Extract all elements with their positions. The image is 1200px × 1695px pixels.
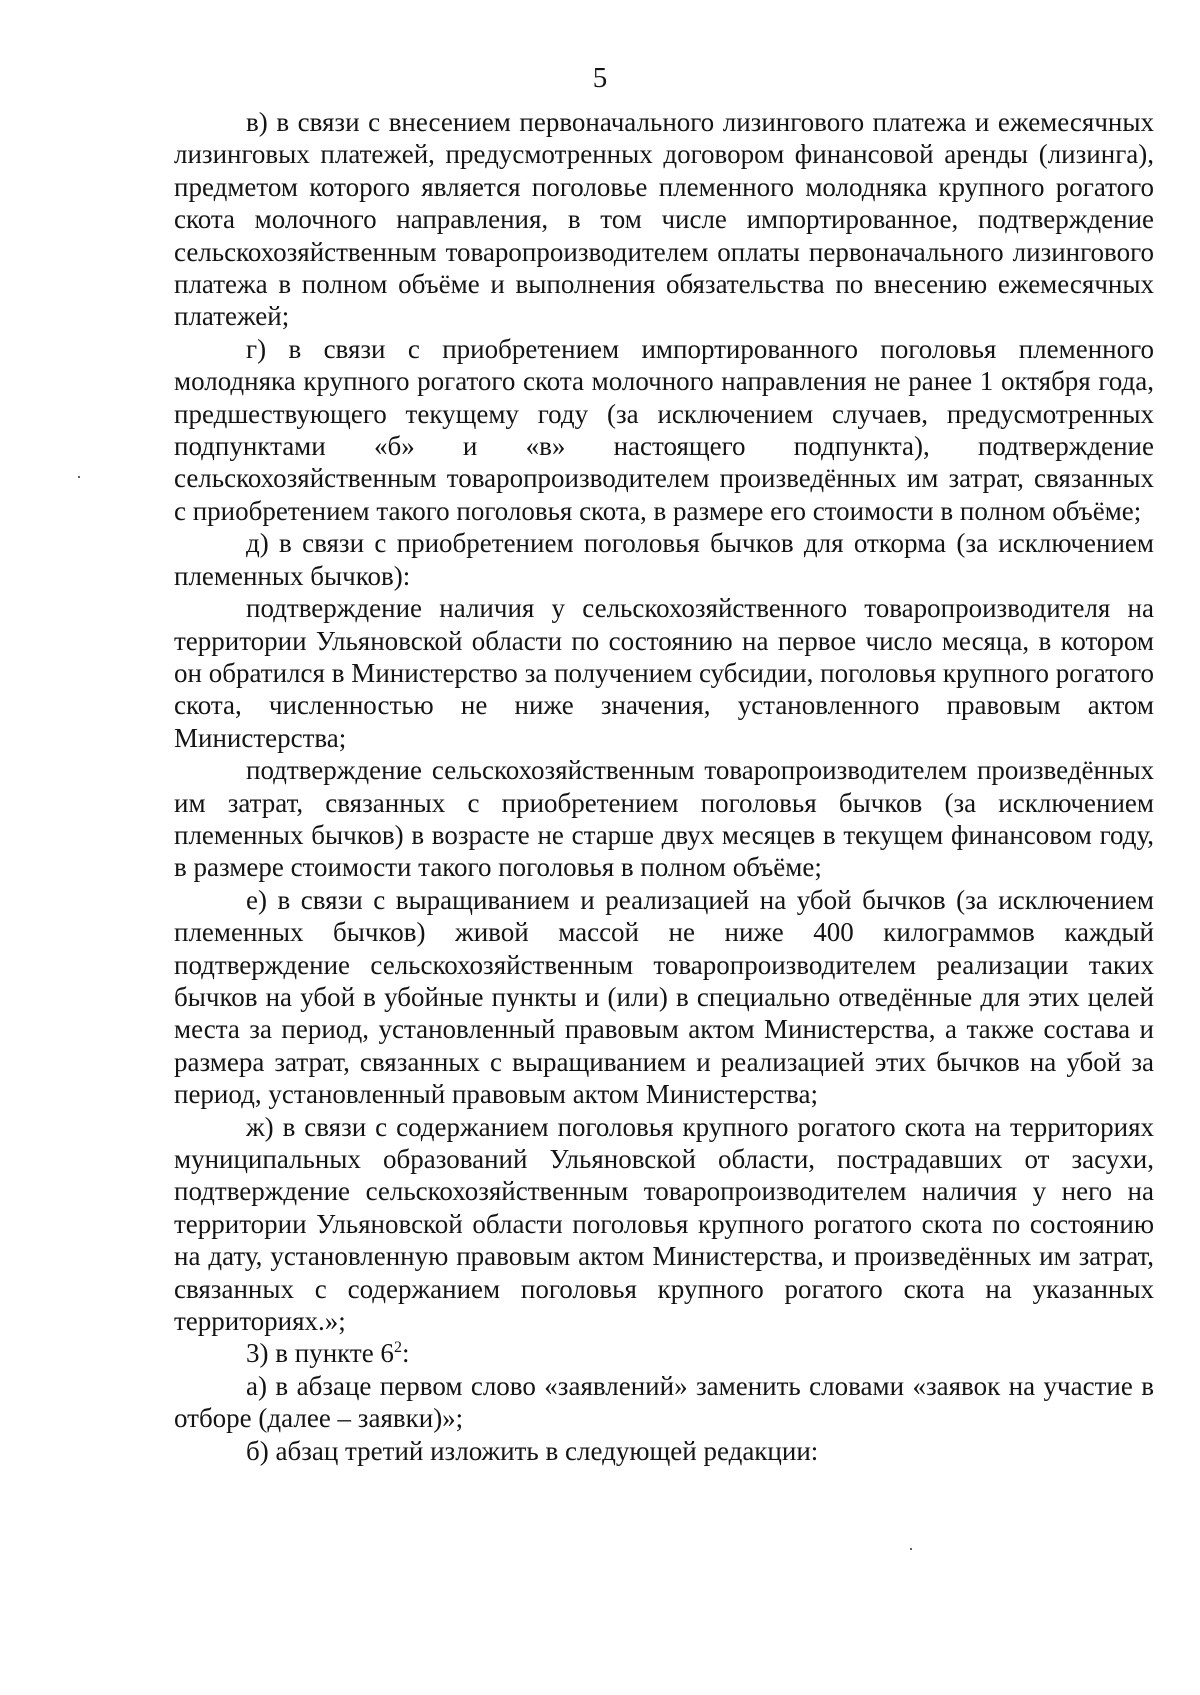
item-3-superscript: 2 — [393, 1339, 402, 1357]
paragraph-d-livestock-confirmation: подтверждение наличия у сельскохозяйственного товаропроизводителя на территории Ульяновской области по состоянию на первое число месяца, в котором он обратился в Министерство за получением субсидии, поголовья крупного рогатого скота, численностью не ниже значения, установленного правовым актом Министерства; — [174, 593, 1154, 753]
paragraph-d-costs-confirmation: подтверждение сельскохозяйственным товаропроизводителем произведённых им затрат, связанных с приобретением поголовья бычков (за исключением племенных бычков) в возрасте не старше двух месяцев в текущем финансовом году, в размере стоимости такого поголовья в полном объёме; — [174, 755, 1154, 883]
scan-speck — [910, 1548, 912, 1550]
paragraph-b-third-paragraph: б) абзац третий изложить в следующей редакции: — [246, 1435, 819, 1466]
paragraph-zh-drought: ж) в связи с содержанием поголовья крупного рогатого скота на территориях муниципальных образований Ульяновской области, пострадавших от засухи, подтверждение сельскохозяйственным товаропроизводителем наличия у него на территории Ульяновской области поголовья крупного рогатого скота по состоянию на дату, установленную правовым актом Министерства, и произведённых им затрат, связанных с содержанием поголовья крупного рогатого скота на указанных территориях.»; — [174, 1111, 1154, 1337]
paragraph-item-3 — [174, 1337, 1154, 1369]
paragraph-a-applications: а) в абзаце первом слово «заявлений» заменить словами «заявок на участие в отборе (далее – заявки)»; — [174, 1370, 1154, 1434]
item-3-prefix: 3) в пункте 6 — [246, 1338, 394, 1369]
document-body — [174, 106, 1154, 1467]
paragraph-d-bull-calves: д) в связи с приобретением поголовья бычков для откорма (за исключением племенных бычков): — [174, 528, 1154, 591]
paragraph-e-slaughter: е) в связи с выращиванием и реализацией на убой бычков (за исключением племенных бычков) живой массой не ниже 400 килограммов каждый подтверждение сельскохозяйственным товаропроизводителем реализации таких бычков на убой в убойные пункты и (или) в специально отведённые для этих целей места за период, установленный правовым актом Министерства, а также состава и размера затрат, связанных с выращиванием и реализацией этих бычков на убой за период, установленный правовым актом Министерства; — [174, 884, 1154, 1110]
paragraph-v-leasing: в) в связи с внесением первоначального лизингового платежа и ежемесячных лизинговых платежей, предусмотренных договором финансовой аренды (лизинга), предметом которого является поголовье племенного молодняка крупного рогатого скота молочного направления, в том числе импортированное, подтверждение сельскохозяйственным товаропроизводителем оплаты первоначального лизингового платежа в полном объёме и выполнения обязательства по внесению ежемесячных платежей; — [174, 107, 1154, 332]
page-number: 5 — [592, 62, 608, 94]
scan-speck — [78, 476, 80, 478]
item-3-suffix: : — [401, 1338, 410, 1369]
paragraph-g-imported-livestock: г) в связи с приобретением импортированного поголовья племенного молодняка крупного рогатого скота молочного направления не ранее 1 октября года, предшествующего текущему году (за исключением случаев, предусмотренных подпунктами «б» и «в» настоящего подпункта), подтверждение сельскохозяйственным товаропроизводителем произведённых им затрат, связанных с приобретением такого поголовья скота, в размере его стоимости в полном объёме; — [174, 333, 1154, 526]
